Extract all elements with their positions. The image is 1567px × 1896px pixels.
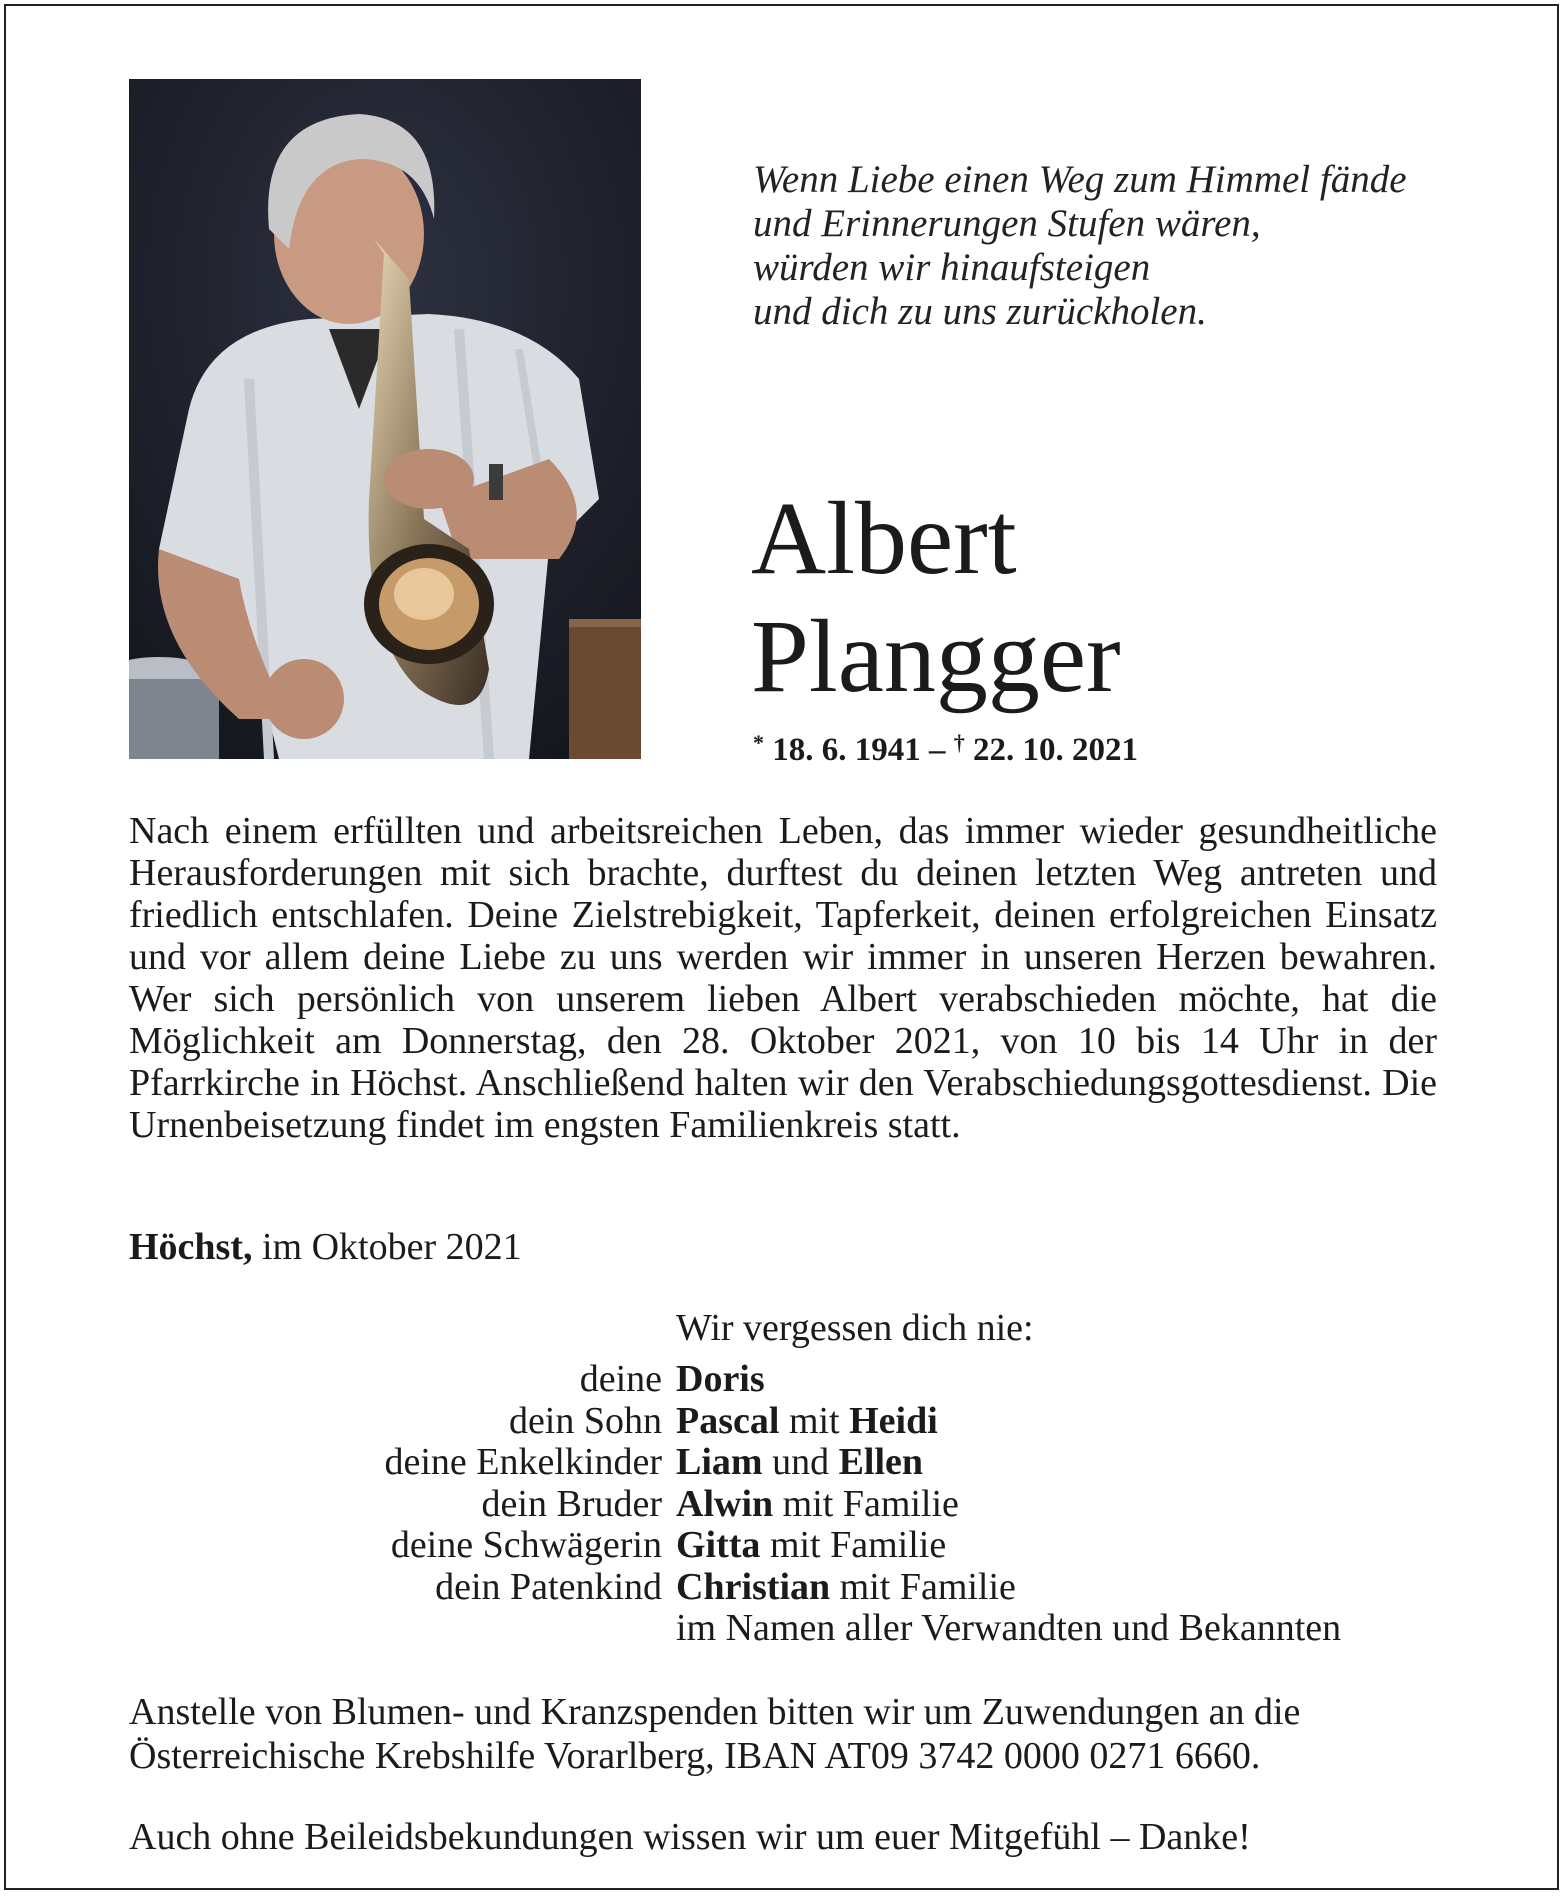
mourner-row — [129, 1608, 1469, 1650]
first-name: Albert — [751, 481, 1017, 596]
mourner-name: Doris — [676, 1358, 765, 1400]
donation-line: Anstelle von Blumen- und Kranzspenden bitten wir um Zuwendungen an die — [129, 1691, 1301, 1733]
donation-line: Österreichische Krebshilfe Vorarlberg, IBAN AT09 3742 0000 0271 6660. — [129, 1735, 1261, 1777]
mourner-names — [662, 1442, 923, 1484]
poem-line: Wenn Liebe einen Weg zum Himmel fände — [753, 158, 1407, 201]
poem-line: würden wir hinaufsteigen — [753, 246, 1151, 289]
mourners-list — [129, 1359, 1469, 1650]
birth-symbol: * — [753, 730, 764, 755]
mourner-connector: und — [762, 1441, 839, 1483]
poem — [753, 158, 1513, 334]
mourner-relation: dein Sohn — [508, 1399, 662, 1442]
mourner-row — [129, 1442, 1469, 1484]
mourner-relation: deine Enkelkinder — [384, 1441, 662, 1483]
last-name: Plangger — [751, 599, 1121, 714]
mourner-names — [662, 1525, 946, 1567]
mourner-name-2: Heidi — [849, 1399, 938, 1442]
mourner-row — [129, 1567, 1469, 1609]
place-town: Höchst, — [129, 1226, 253, 1268]
saxophone-player-image — [129, 79, 641, 759]
mourner-names — [662, 1567, 1016, 1609]
mourner-row — [129, 1525, 1469, 1567]
death-date: 22. 10. 2021 — [973, 732, 1138, 768]
portrait-photo — [129, 79, 641, 759]
mourner-name: Christian — [676, 1565, 831, 1608]
deceased-name — [751, 480, 1551, 716]
mourner-suffix: mit Familie — [773, 1482, 959, 1525]
date-separator: – — [929, 732, 946, 768]
mourner-suffix: mit Familie — [830, 1565, 1016, 1608]
mourner-relation: dein Bruder — [481, 1482, 662, 1525]
mourner-relation: deine Schwägerin — [390, 1524, 662, 1566]
mourner-relation — [129, 1608, 662, 1650]
mourner-names — [662, 1359, 765, 1401]
closing-thanks: Auch ohne Beileidsbekundungen wissen wir um euer Mitgefühl – Danke! — [129, 1816, 1251, 1858]
mourner-row — [129, 1484, 1469, 1526]
mourner-relation: deine — [579, 1358, 662, 1400]
birth-date: 18. 6. 1941 — [772, 732, 921, 768]
poem-line: und dich zu uns zurückholen. — [753, 290, 1207, 333]
obituary-text: Nach einem erfüllten und arbeitsreichen Leben, das immer wieder gesundheitliche Herausforderungen mit sich brachte, durftest du deinen letzten Weg antreten und friedlich entschlafen. Deine Zielstrebigkeit, Tapferkeit, deinen erfolgreichen Einsatz und vor allem deine Liebe zu uns werden wir immer in unseren Herzen bewahren. Wer sich persönlich von unserem lieben Albert verabschieden möchte, hat die Möglichkeit am Donnerstag, den 28. Oktober 2021, von 10 bis 14 Uhr in der Pfarrkirche in Höchst. Anschließend halten wir den Verabschiedungsgottesdienst. Die Urnenbeisetzung findet im engsten Familienkreis statt. — [129, 810, 1437, 1146]
mourner-suffix: im Namen aller Verwandten und Bekannten — [676, 1607, 1342, 1649]
mourner-connector: mit — [779, 1399, 850, 1442]
mourner-row — [129, 1401, 1469, 1443]
mourners-header: Wir vergessen dich nie: — [676, 1307, 1034, 1349]
mourner-suffix: mit Familie — [760, 1524, 947, 1566]
mourner-names — [662, 1608, 1341, 1650]
mourner-name: Alwin — [676, 1482, 774, 1525]
death-symbol: † — [953, 730, 965, 755]
mourner-name: Pascal — [676, 1399, 780, 1442]
mourner-names — [662, 1484, 959, 1526]
mourner-names — [662, 1401, 938, 1443]
poem-line: und Erinnerungen Stufen wären, — [753, 202, 1261, 245]
life-dates — [753, 730, 1138, 769]
mourner-relation: dein Patenkind — [435, 1565, 662, 1608]
mourner-name: Gitta — [676, 1524, 761, 1566]
mourner-name: Liam — [676, 1441, 763, 1483]
donation-note — [129, 1690, 1449, 1778]
place-date — [129, 1225, 522, 1269]
place-date-text: im Oktober 2021 — [252, 1226, 522, 1268]
mourner-row — [129, 1359, 1469, 1401]
mourner-name-2: Ellen — [838, 1441, 924, 1483]
